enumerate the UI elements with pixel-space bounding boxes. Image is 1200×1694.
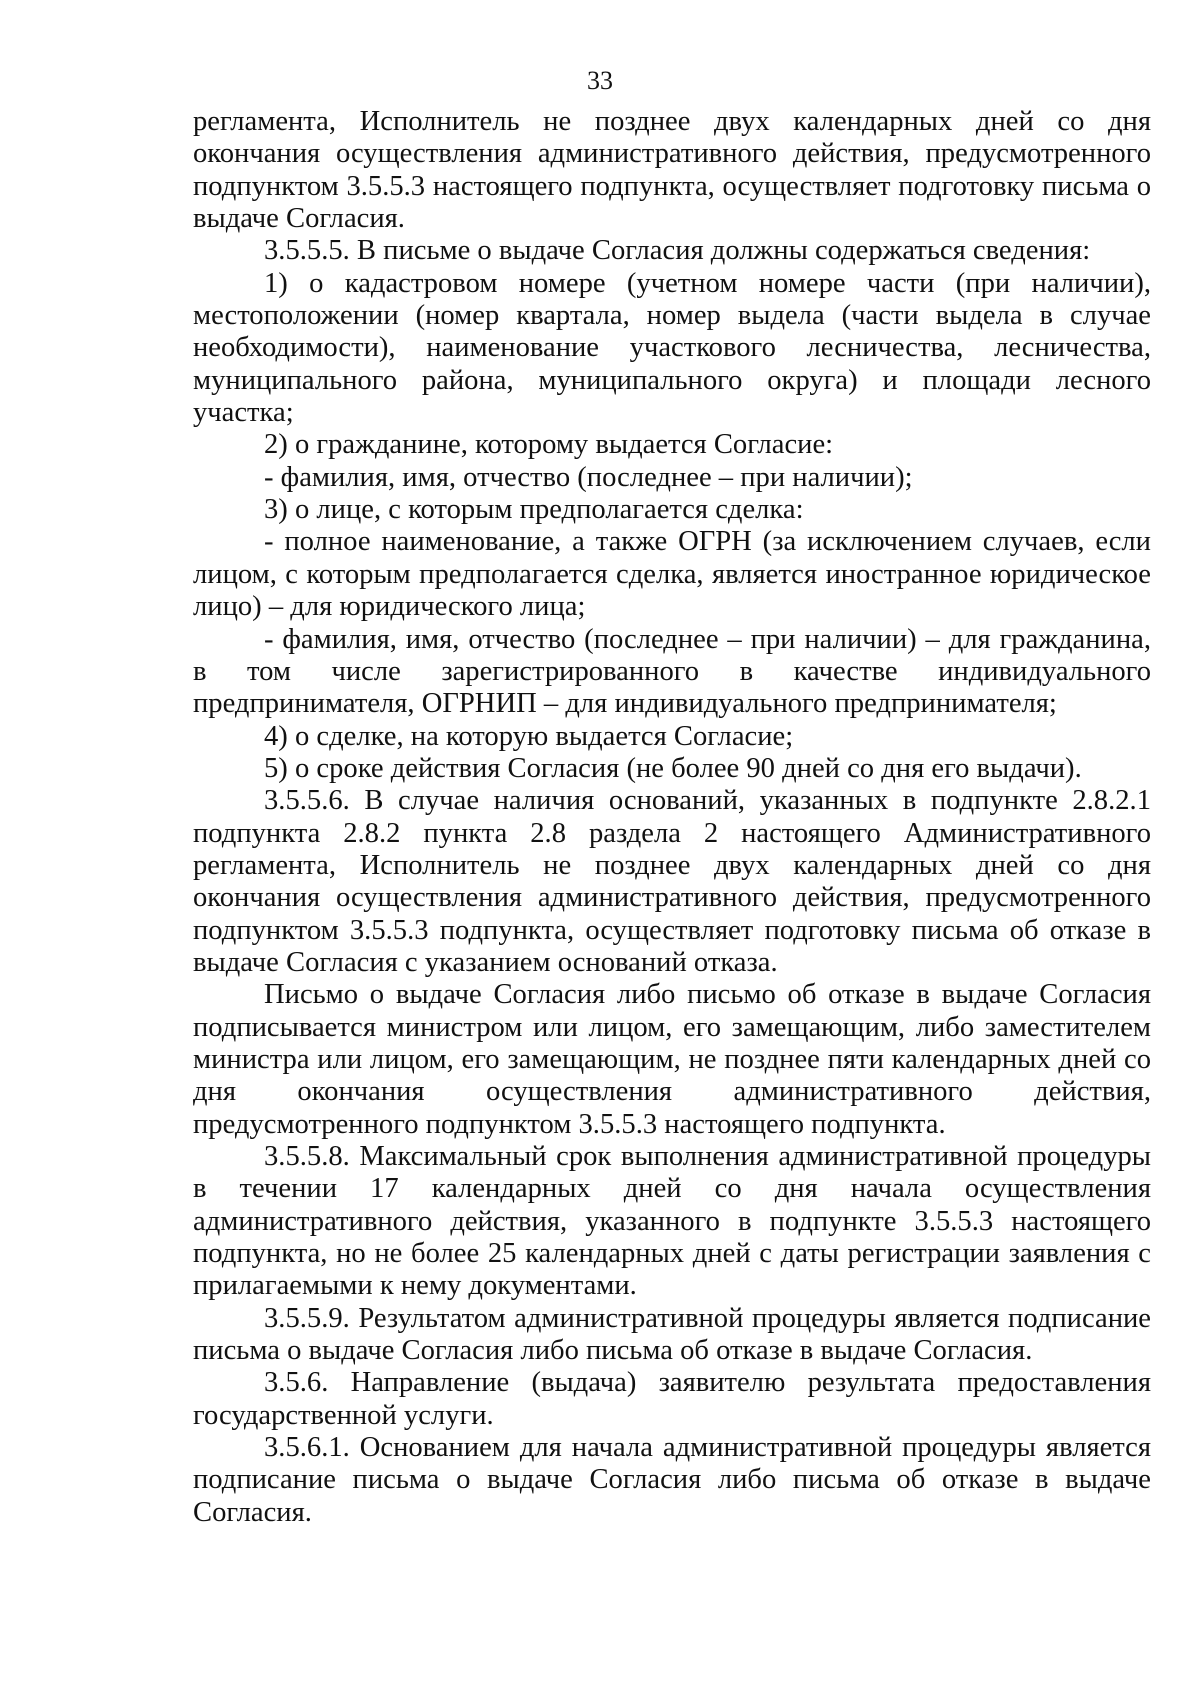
paragraph: - фамилия, имя, отчество (последнее – при наличии) – для гражданина, в том числе зарегистрированного в качестве индивидуального предпринимателя, ОГРНИП – для индивидуального предпринимателя;: [193, 623, 1151, 720]
paragraph: 1) о кадастровом номере (учетном номере части (при наличии), местоположении (номер квартала, номер выдела (части выдела в случае необходимости), наименование участкового лесничества, лесничества, муниципального района, муниципального округа) и площади лесного участка;: [193, 267, 1151, 429]
paragraph: Письмо о выдаче Согласия либо письмо об отказе в выдаче Согласия подписывается министром или лицом, его замещающим, либо заместителем министра или лицом, его замещающим, не позднее пяти календарных дней со дня окончания осуществления административного действия, предусмотренного подпунктом 3.5.5.3 настоящего подпункта.: [193, 979, 1151, 1140]
paragraph: - полное наименование, а также ОГРН (за исключением случаев, если лицом, с которым предполагается сделка, является иностранное юридическое лицо) – для юридического лица;: [193, 526, 1151, 623]
paragraph: 2) о гражданине, которому выдается Согласие:: [264, 429, 834, 461]
paragraph: 3.5.5.6. В случае наличия оснований, указанных в подпункте 2.8.2.1 подпункта 2.8.2 пункта 2.8 раздела 2 настоящего Административного регламента, Исполнитель не позднее двух календарных дней со дня окончания осуществления административного действия, предусмотренного подпунктом 3.5.5.3 подпункта, осуществляет подготовку письма об отказе в выдаче Согласия с указанием оснований отказа.: [193, 785, 1151, 978]
document-body: [193, 106, 1151, 1529]
paragraph: 5) о сроке действия Согласия (не более 90 дней со дня его выдачи).: [264, 752, 1082, 784]
page-number: 33: [587, 66, 613, 95]
paragraph: 3.5.6.1. Основанием для начала административной процедуры является подписание письма о выдаче Согласия либо письма об отказе в выдаче Согласия.: [193, 1432, 1151, 1528]
paragraph: 3.5.6. Направление (выдача) заявителю результата предоставления государственной услуги.: [193, 1367, 1151, 1431]
paragraph: 3) о лице, с которым предполагается сделка:: [264, 494, 804, 526]
paragraph: 3.5.5.9. Результатом административной процедуры является подписание письма о выдаче Согласия либо письма об отказе в выдаче Согласия.: [193, 1302, 1151, 1367]
paragraph: 4) о сделке, на которую выдается Согласие;: [264, 720, 794, 752]
paragraph: 3.5.5.8. Максимальный срок выполнения административной процедуры в течении 17 календарных дней со дня начала осуществления административного действия, указанного в подпункте 3.5.5.3 настоящего подпункта, но не более 25 календарных дней с даты регистрации заявления с прилагаемыми к нему документами.: [193, 1141, 1151, 1302]
paragraph: - фамилия, имя, отчество (последнее – при наличии);: [264, 461, 913, 493]
paragraph: 3.5.5.5. В письме о выдаче Согласия должны содержаться сведения:: [264, 235, 1091, 267]
paragraph: регламента, Исполнитель не позднее двух календарных дней со дня окончания осуществления административного действия, предусмотренного подпунктом 3.5.5.3 настоящего подпункта, осуществляет подготовку письма о выдаче Согласия.: [193, 106, 1151, 235]
